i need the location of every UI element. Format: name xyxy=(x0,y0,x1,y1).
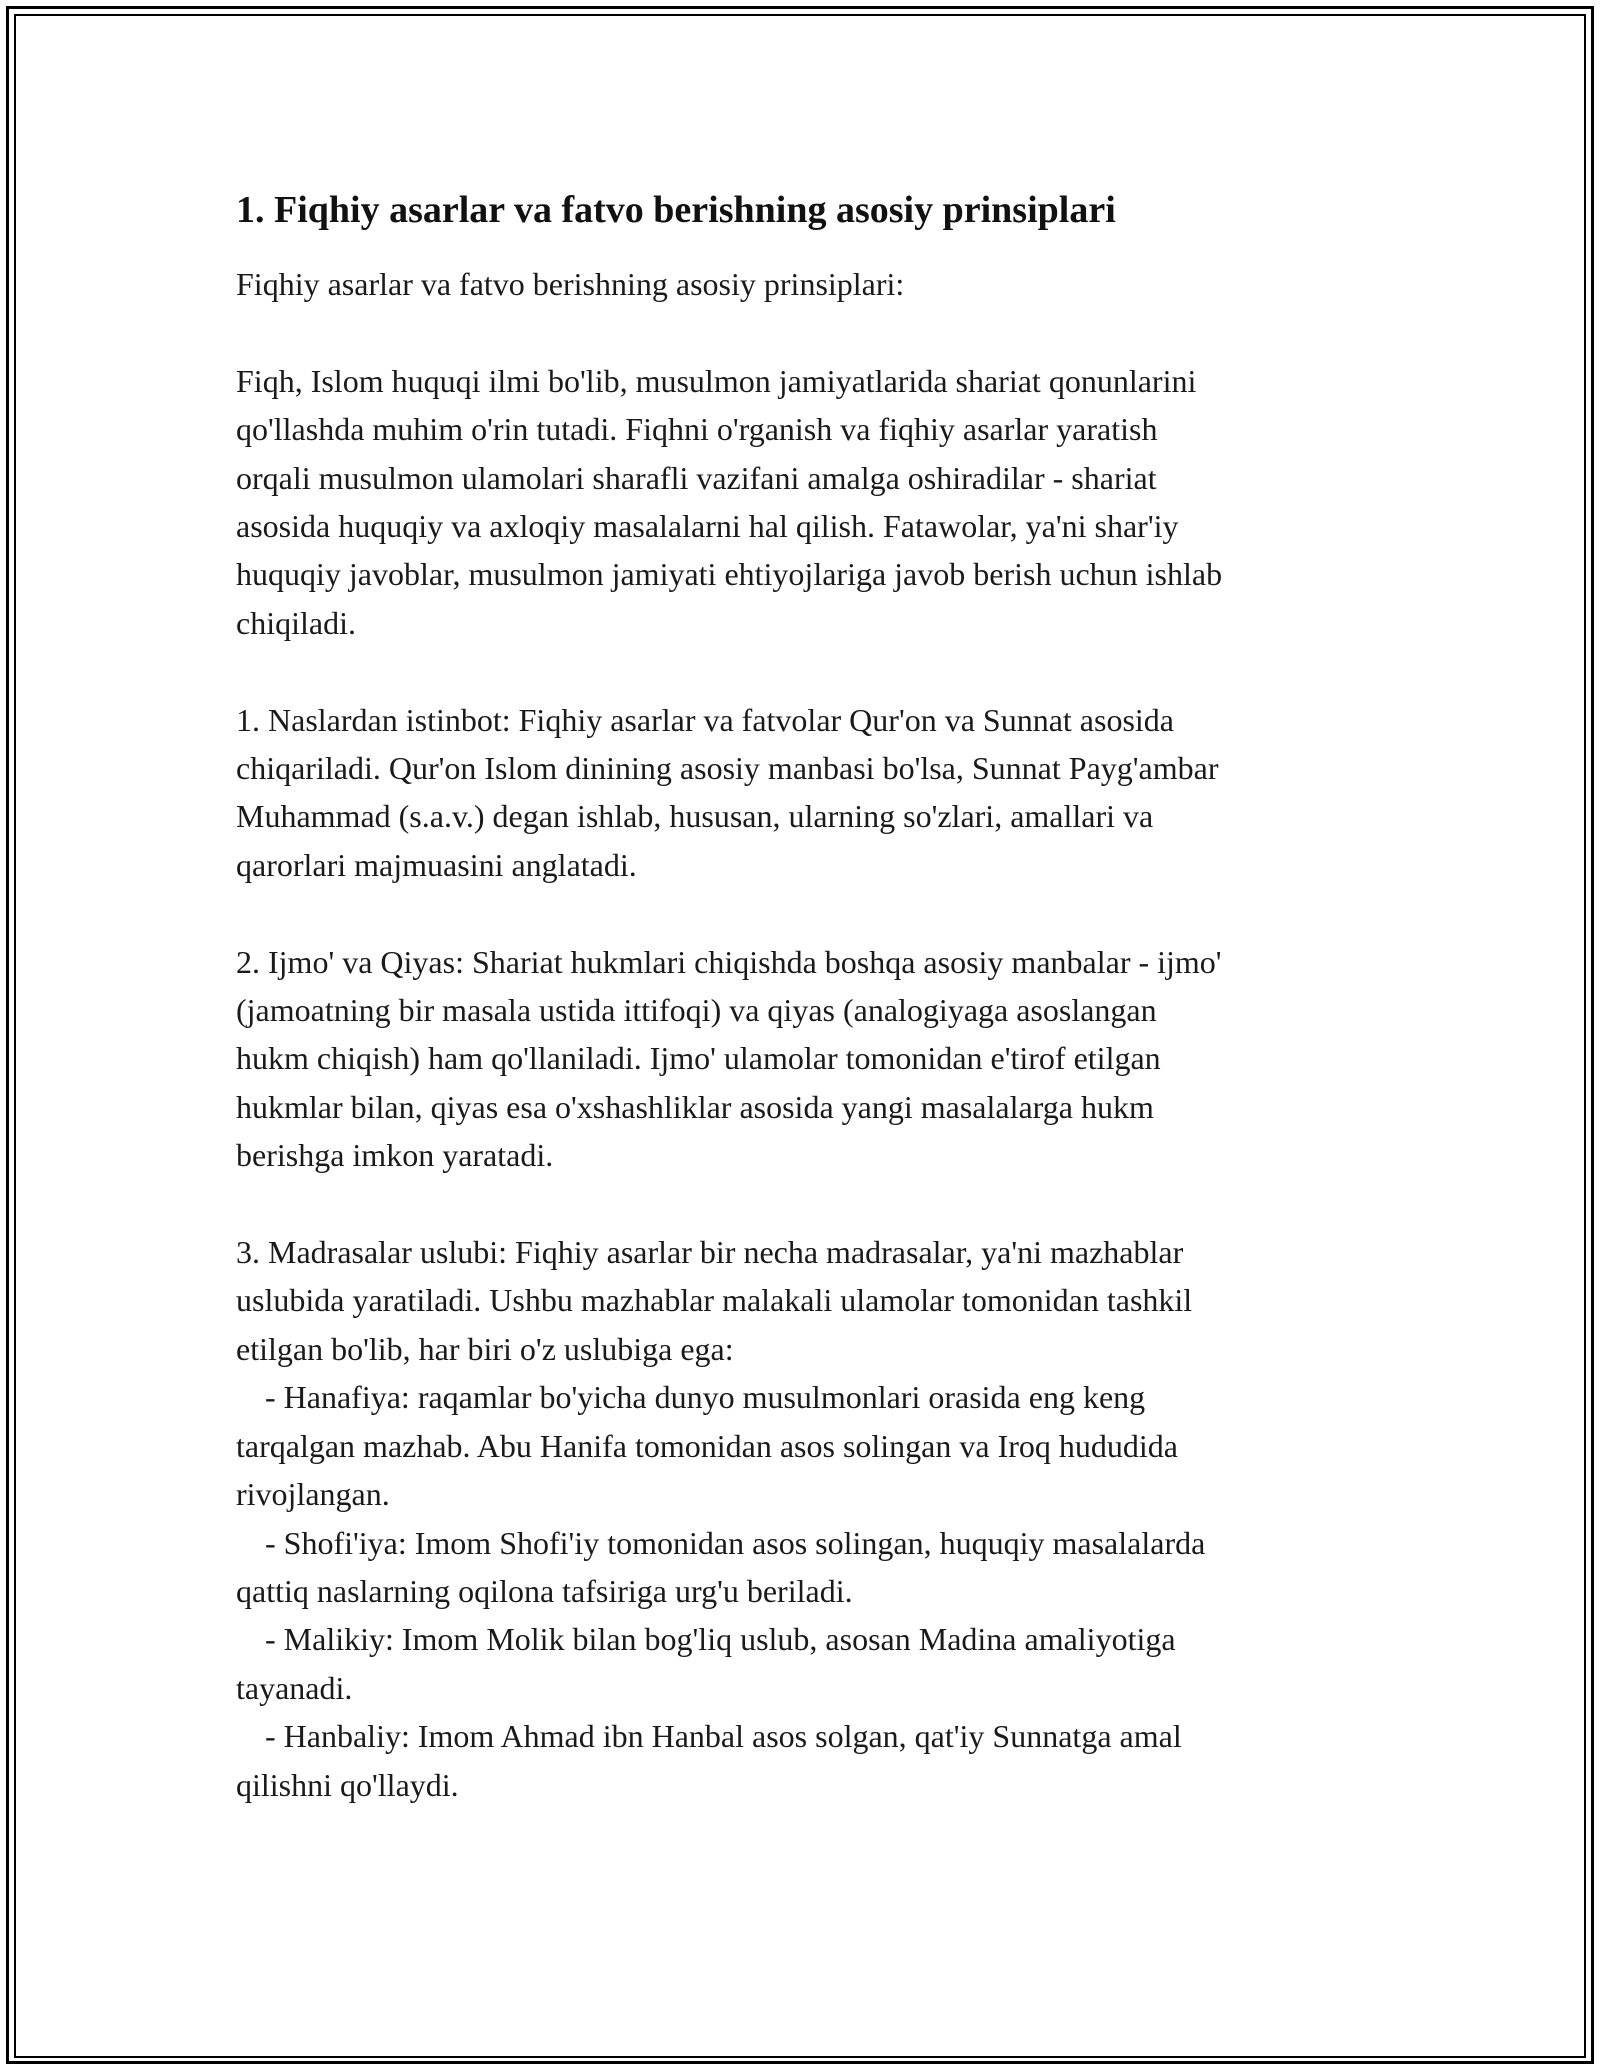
text-line: tarqalgan mazhab. Abu Hanifa tomonidan asos solingan va Iroq hududida xyxy=(236,1427,1178,1464)
list-item-shofiiya: - Shofi'iya: Imom Shofi'iy tomonidan asos solingan, huquqiy masalalarda xyxy=(265,1524,1206,1561)
intro-paragraph xyxy=(236,260,1396,308)
text-line: 3. Madrasalar uslubi: Fiqhiy asarlar bir necha madrasalar, ya'ni mazhablar xyxy=(236,1234,1184,1271)
text-line: uslubida yaratiladi. Ushbu mazhablar malakali ulamolar tomonidan tashkil xyxy=(236,1282,1193,1319)
text-line: qilishni qo'llaydi. xyxy=(236,1766,459,1803)
text-line: berishga imkon yaratadi. xyxy=(236,1137,554,1174)
text-line: qo'llashda muhim o'rin tutadi. Fiqhni o'rganish va fiqhiy asarlar yaratish xyxy=(236,411,1158,448)
list-item-malikiy: - Malikiy: Imom Molik bilan bog'liq uslub, asosan Madina amaliyotiga xyxy=(265,1621,1176,1658)
section-heading: 1. Fiqhiy asarlar va fatvo berishning asosiy prinsiplari xyxy=(236,189,1116,231)
principle-2-paragraph xyxy=(236,938,1396,1180)
text-line: asosida huquqiy va axloqiy masalalarni hal qilish. Fatawolar, ya'ni shar'iy xyxy=(236,508,1179,545)
text-line: qarorlari majmuasini anglatadi. xyxy=(236,846,637,883)
text-line: tayanadi. xyxy=(236,1669,353,1706)
principle-1-paragraph xyxy=(236,696,1396,890)
list-item-hanafiya: - Hanafiya: raqamlar bo'yicha dunyo musulmonlari orasida eng keng xyxy=(265,1379,1146,1416)
text-line: huquqiy javoblar, musulmon jamiyati ehtiyojlariga javob berish uchun ishlab xyxy=(236,556,1223,593)
text-line: 2. Ijmo' va Qiyas: Shariat hukmlari chiqishda boshqa asosiy manbalar - ijmo' xyxy=(236,943,1222,980)
text-line: qattiq naslarning oqilona tafsiriga urg'u beriladi. xyxy=(236,1572,853,1609)
text-line: Fiqh, Islom huquqi ilmi bo'lib, musulmon jamiyatlarida shariat qonunlarini xyxy=(236,362,1197,399)
text-line: rivojlangan. xyxy=(236,1476,390,1513)
text-line: hukm chiqish) ham qo'llaniladi. Ijmo' ulamolar tomonidan e'tirof etilgan xyxy=(236,1040,1161,1077)
text-line: hukmlar bilan, qiyas esa o'xshashliklar asosida yangi masalalarga hukm xyxy=(236,1088,1154,1125)
list-item-hanbaliy: - Hanbaliy: Imom Ahmad ibn Hanbal asos solgan, qat'iy Sunnatga amal xyxy=(265,1718,1182,1755)
text-line: orqali musulmon ulamolari sharafli vazifani amalga oshiradilar - shariat xyxy=(236,459,1157,496)
text-line: etilgan bo'lib, har biri o'z uslubiga ega: xyxy=(236,1330,734,1367)
text-line: Muhammad (s.a.v.) degan ishlab, hususan, ularning so'zlari, amallari va xyxy=(236,798,1154,835)
text-line: Fiqhiy asarlar va fatvo berishning asosiy prinsiplari: xyxy=(236,266,905,302)
text-line: chiqiladi. xyxy=(236,604,356,641)
principle-3-paragraph xyxy=(236,1228,1396,1809)
document-page xyxy=(236,186,1396,1857)
text-line: 1. Naslardan istinbot: Fiqhiy asarlar va fatvolar Qur'on va Sunnat asosida xyxy=(236,701,1174,738)
fiqh-overview-paragraph xyxy=(236,357,1396,647)
text-line: (jamoatning bir masala ustida ittifoqi) va qiyas (analogiyaga asoslangan xyxy=(236,992,1157,1029)
text-line: chiqariladi. Qur'on Islom dinining asosiy manbasi bo'lsa, Sunnat Payg'ambar xyxy=(236,750,1219,787)
